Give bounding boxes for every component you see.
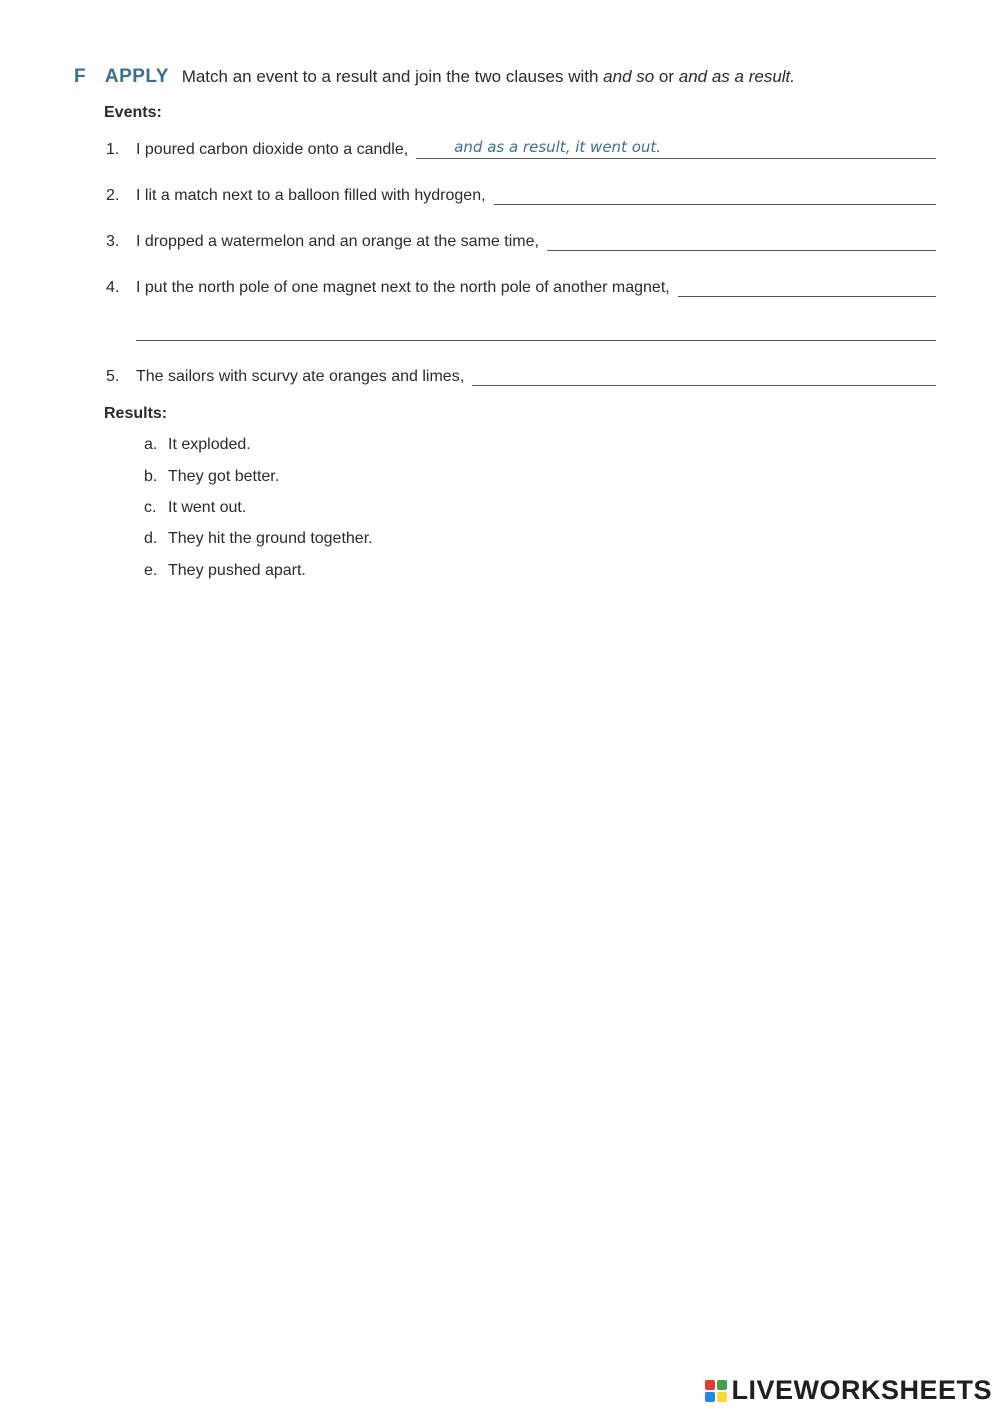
result-letter: c. [144,499,157,516]
section-header [74,66,795,88]
logo-square-3 [705,1392,715,1402]
logo-square-1 [705,1380,715,1390]
event-number: 5. [106,368,120,385]
instruction-text: Match an event to a result and join the two clauses with [181,67,604,86]
event-number: 1. [106,141,120,158]
event-item-3 [106,232,936,251]
event-text: I poured carbon dioxide onto a candle, [136,141,409,158]
result-text: It exploded. [168,436,251,453]
liveworksheets-logo [705,1375,992,1406]
event-item-2 [106,186,936,205]
event-number: 4. [106,279,120,296]
result-item-b [144,468,279,486]
event-item-4 [106,278,936,297]
event-item-1 [106,140,936,159]
instruction-emphasis-2: and as a result. [678,67,796,86]
result-letter: b. [144,468,158,485]
event-text: The sailors with scurvy ate oranges and limes, [136,368,465,385]
result-text: They got better. [168,468,280,485]
result-text: They pushed apart. [168,562,306,579]
results-label: Results: [104,405,168,422]
liveworksheets-logo-icon [705,1380,727,1402]
brand-name: LIVEWORKSHEETS [731,1375,992,1405]
logo-square-4 [717,1392,727,1402]
instruction-text-2: or [654,67,679,86]
answer-field-3[interactable] [547,232,936,251]
event-item-5 [106,367,936,386]
answer-field-5[interactable] [472,367,936,386]
section-title: APPLY [104,66,169,87]
result-item-e [144,562,306,580]
instruction-emphasis-1: and so [603,67,655,86]
section-letter: F [74,66,87,87]
answer-text: and as a result, it went out. [454,138,662,156]
result-item-d [144,530,373,548]
events-label: Events: [104,104,162,121]
logo-square-2 [717,1380,727,1390]
result-letter: e. [144,562,158,579]
result-item-a [144,436,251,454]
result-letter: d. [144,530,158,547]
result-text: It went out. [168,499,247,516]
answer-field-2[interactable] [494,186,936,205]
result-letter: a. [144,436,158,453]
answer-field-1[interactable] [416,140,936,159]
event-text: I dropped a watermelon and an orange at the same time, [136,233,539,250]
result-text: They hit the ground together. [168,530,373,547]
answer-field-4-continuation[interactable] [136,340,936,341]
event-number: 3. [106,233,120,250]
event-text: I lit a match next to a balloon filled with hydrogen, [136,187,486,204]
event-text: I put the north pole of one magnet next to the north pole of another magnet, [136,279,670,296]
event-number: 2. [106,187,120,204]
result-item-c [144,499,246,517]
answer-field-4[interactable] [678,278,936,297]
